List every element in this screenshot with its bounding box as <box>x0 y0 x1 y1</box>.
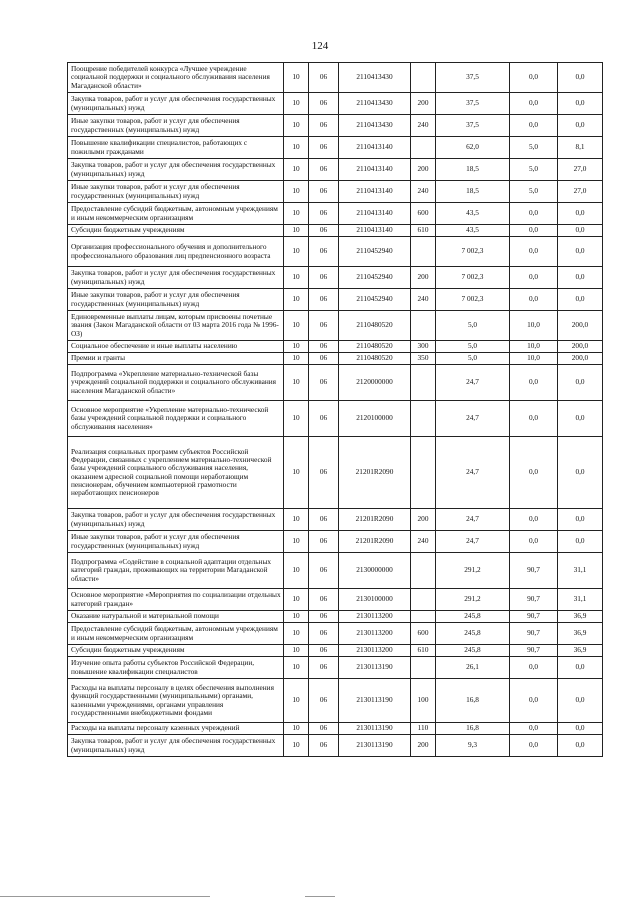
table-cell-sum-1: 9,3 <box>436 735 510 757</box>
table-cell-sum-2: 0,0 <box>510 657 558 679</box>
table-cell-expense-type <box>411 553 436 589</box>
table-cell-sum-3: 36,9 <box>558 611 603 623</box>
table-cell-section: 10 <box>284 735 309 757</box>
table-cell-sum-3: 0,0 <box>558 267 603 289</box>
table-cell-sum-2: 0,0 <box>510 531 558 553</box>
table-cell-sum-1: 245,8 <box>436 645 510 657</box>
table-cell-sum-2: 0,0 <box>510 679 558 723</box>
table-cell-sum-2: 0,0 <box>510 509 558 531</box>
table-cell-section: 10 <box>284 353 309 365</box>
table-cell-sum-2: 0,0 <box>510 723 558 735</box>
table-cell-target-article: 2110480520 <box>339 341 411 353</box>
table-cell-sum-3: 0,0 <box>558 225 603 237</box>
table-cell-subsection: 06 <box>309 645 339 657</box>
table-cell-sum-3: 31,1 <box>558 553 603 589</box>
table-cell-sum-1: 16,8 <box>436 723 510 735</box>
table-cell-sum-3: 0,0 <box>558 401 603 437</box>
table-row <box>68 289 603 311</box>
table-cell-subsection: 06 <box>309 353 339 365</box>
table-cell-target-article: 2120000000 <box>339 365 411 401</box>
table-cell-sum-2: 0,0 <box>510 63 558 93</box>
table-cell-subsection: 06 <box>309 159 339 181</box>
table-cell-target-article: 2110413430 <box>339 63 411 93</box>
table-cell-expense-type <box>411 589 436 611</box>
table-cell-expense-type: 240 <box>411 115 436 137</box>
footer-rule-left <box>0 896 210 897</box>
table-cell-sum-3: 0,0 <box>558 365 603 401</box>
table-cell-sum-3: 8,1 <box>558 137 603 159</box>
table-cell-expense-type <box>411 365 436 401</box>
table-row <box>68 589 603 611</box>
table-cell-section: 10 <box>284 611 309 623</box>
table-cell-expense-type <box>411 657 436 679</box>
table-cell-sum-2: 90,7 <box>510 611 558 623</box>
table-cell-name: Иные закупки товаров, работ и услуг для обеспечения государственных (муниципальных) нужд <box>68 115 284 137</box>
table-cell-target-article: 21201R2090 <box>339 437 411 509</box>
table-cell-sum-3: 0,0 <box>558 93 603 115</box>
table-cell-sum-3: 36,9 <box>558 645 603 657</box>
table-cell-subsection: 06 <box>309 509 339 531</box>
table-cell-sum-1: 291,2 <box>436 589 510 611</box>
table-cell-sum-1: 7 002,3 <box>436 237 510 267</box>
table-cell-expense-type: 200 <box>411 735 436 757</box>
table-cell-subsection: 06 <box>309 137 339 159</box>
table-cell-name: Основное мероприятие «Мероприятия по социализации отдельных категорий граждан» <box>68 589 284 611</box>
table-row <box>68 723 603 735</box>
table-row <box>68 365 603 401</box>
table-cell-sum-1: 24,7 <box>436 531 510 553</box>
table-cell-name: Закупка товаров, работ и услуг для обеспечения государственных (муниципальных) нужд <box>68 159 284 181</box>
table-cell-sum-2: 0,0 <box>510 267 558 289</box>
table-cell-target-article: 2110413140 <box>339 203 411 225</box>
table-cell-sum-2: 5,0 <box>510 181 558 203</box>
table-cell-sum-2: 90,7 <box>510 645 558 657</box>
table-cell-subsection: 06 <box>309 115 339 137</box>
table-cell-name: Подпрограмма «Укрепление материально-технической базы учреждений социальной поддержки и социального обслуживания населения Магаданской области» <box>68 365 284 401</box>
table-cell-expense-type: 610 <box>411 225 436 237</box>
table-cell-sum-2: 0,0 <box>510 225 558 237</box>
table-cell-section: 10 <box>284 723 309 735</box>
table-cell-target-article: 2110480520 <box>339 353 411 365</box>
table-cell-target-article: 2110413140 <box>339 225 411 237</box>
table-cell-sum-2: 10,0 <box>510 341 558 353</box>
table-row <box>68 437 603 509</box>
table-cell-sum-3: 0,0 <box>558 203 603 225</box>
table-cell-target-article: 2130100000 <box>339 589 411 611</box>
table-cell-target-article: 21201R2090 <box>339 531 411 553</box>
table-cell-sum-1: 5,0 <box>436 353 510 365</box>
table-cell-section: 10 <box>284 181 309 203</box>
table-cell-target-article: 2130113190 <box>339 723 411 735</box>
table-cell-subsection: 06 <box>309 723 339 735</box>
table-row <box>68 181 603 203</box>
table-cell-section: 10 <box>284 203 309 225</box>
table-cell-subsection: 06 <box>309 203 339 225</box>
table-cell-section: 10 <box>284 137 309 159</box>
table-cell-subsection: 06 <box>309 267 339 289</box>
table-cell-sum-1: 24,7 <box>436 437 510 509</box>
table-cell-sum-1: 26,1 <box>436 657 510 679</box>
table-cell-subsection: 06 <box>309 735 339 757</box>
table-cell-expense-type: 240 <box>411 531 436 553</box>
table-cell-sum-1: 7 002,3 <box>436 267 510 289</box>
table-cell-target-article: 2130113190 <box>339 735 411 757</box>
table-cell-subsection: 06 <box>309 225 339 237</box>
table-cell-sum-2: 5,0 <box>510 137 558 159</box>
table-cell-sum-2: 0,0 <box>510 115 558 137</box>
table-cell-subsection: 06 <box>309 437 339 509</box>
table-cell-expense-type: 110 <box>411 723 436 735</box>
table-cell-target-article: 2110480520 <box>339 311 411 341</box>
table-cell-sum-3: 0,0 <box>558 657 603 679</box>
table-cell-section: 10 <box>284 237 309 267</box>
table-cell-name: Подпрограмма «Содействие в социальной адаптации отдельных категорий граждан, проживающих на территории Магаданской области» <box>68 553 284 589</box>
table-cell-name: Иные закупки товаров, работ и услуг для обеспечения государственных (муниципальных) нужд <box>68 531 284 553</box>
table-cell-target-article: 2130113190 <box>339 679 411 723</box>
table-cell-sum-3: 0,0 <box>558 437 603 509</box>
table-cell-name: Предоставление субсидий бюджетным, автономным учреждениям и иным некоммерческим организациям <box>68 203 284 225</box>
table-cell-sum-2: 90,7 <box>510 589 558 611</box>
table-row <box>68 341 603 353</box>
table-cell-name: Основное мероприятие «Укрепление материально-технической базы учреждений социальной поддержки и социального обслуживания населения» <box>68 401 284 437</box>
table-cell-sum-2: 0,0 <box>510 237 558 267</box>
table-cell-sum-2: 0,0 <box>510 365 558 401</box>
table-cell-sum-3: 27,0 <box>558 181 603 203</box>
table-cell-section: 10 <box>284 267 309 289</box>
table-cell-expense-type: 300 <box>411 341 436 353</box>
table-cell-subsection: 06 <box>309 657 339 679</box>
table-cell-expense-type <box>411 237 436 267</box>
table-cell-sum-3: 0,0 <box>558 289 603 311</box>
table-cell-sum-1: 291,2 <box>436 553 510 589</box>
table-cell-sum-3: 200,0 <box>558 353 603 365</box>
table-cell-sum-3: 0,0 <box>558 723 603 735</box>
table-cell-name: Иные закупки товаров, работ и услуг для обеспечения государственных (муниципальных) нужд <box>68 181 284 203</box>
table-cell-target-article: 2130113200 <box>339 645 411 657</box>
table-row <box>68 115 603 137</box>
table-cell-target-article: 2120100000 <box>339 401 411 437</box>
table-row <box>68 353 603 365</box>
table-cell-section: 10 <box>284 365 309 401</box>
table-cell-sum-2: 0,0 <box>510 735 558 757</box>
table-cell-name: Премии и гранты <box>68 353 284 365</box>
table-cell-name: Субсидии бюджетным учреждениям <box>68 645 284 657</box>
table-cell-sum-2: 0,0 <box>510 203 558 225</box>
table-cell-expense-type <box>411 437 436 509</box>
table-cell-sum-1: 43,5 <box>436 225 510 237</box>
table-cell-name: Реализация социальных программ субъектов Российской Федерации, связанных с укреплением материально-технической базы учреждений социального обслуживания населения, оказанием адресной социальной помощи неработающим пенсионерам, обучением компьютерной грамотности неработающих пенсионеров <box>68 437 284 509</box>
table-row <box>68 267 603 289</box>
table-cell-section: 10 <box>284 63 309 93</box>
table-cell-name: Расходы на выплаты персоналу казенных учреждений <box>68 723 284 735</box>
table-cell-sum-1: 62,0 <box>436 137 510 159</box>
table-cell-section: 10 <box>284 679 309 723</box>
table-cell-section: 10 <box>284 115 309 137</box>
table-row <box>68 311 603 341</box>
table-cell-sum-1: 245,8 <box>436 611 510 623</box>
table-cell-target-article: 2130000000 <box>339 553 411 589</box>
table-cell-subsection: 06 <box>309 365 339 401</box>
table-cell-name: Субсидии бюджетным учреждениям <box>68 225 284 237</box>
table-cell-sum-2: 5,0 <box>510 159 558 181</box>
table-cell-section: 10 <box>284 159 309 181</box>
table-cell-sum-1: 24,7 <box>436 509 510 531</box>
table-cell-expense-type: 600 <box>411 203 436 225</box>
table-cell-name: Социальное обеспечение и иные выплаты населению <box>68 341 284 353</box>
table-cell-subsection: 06 <box>309 289 339 311</box>
table-cell-section: 10 <box>284 225 309 237</box>
table-cell-name: Повышение квалификации специалистов, работающих с пожилыми гражданами <box>68 137 284 159</box>
table-cell-sum-3: 0,0 <box>558 115 603 137</box>
budget-table <box>67 62 603 757</box>
table-cell-section: 10 <box>284 401 309 437</box>
table-row <box>68 509 603 531</box>
table-cell-name: Оказание натуральной и материальной помощи <box>68 611 284 623</box>
table-cell-sum-1: 37,5 <box>436 63 510 93</box>
table-cell-expense-type: 600 <box>411 623 436 645</box>
table-cell-target-article: 2110452940 <box>339 289 411 311</box>
table-cell-name: Предоставление субсидий бюджетным, автономным учреждениям и иным некоммерческим организациям <box>68 623 284 645</box>
table-cell-name: Закупка товаров, работ и услуг для обеспечения государственных (муниципальных) нужд <box>68 267 284 289</box>
table-cell-subsection: 06 <box>309 531 339 553</box>
table-cell-sum-2: 90,7 <box>510 553 558 589</box>
table-cell-subsection: 06 <box>309 553 339 589</box>
table-cell-expense-type: 240 <box>411 289 436 311</box>
table-cell-sum-1: 24,7 <box>436 365 510 401</box>
table-cell-sum-3: 200,0 <box>558 341 603 353</box>
table-cell-name: Закупка товаров, работ и услуг для обеспечения государственных (муниципальных) нужд <box>68 93 284 115</box>
table-cell-sum-1: 16,8 <box>436 679 510 723</box>
table-cell-sum-2: 10,0 <box>510 353 558 365</box>
table-cell-sum-1: 18,5 <box>436 181 510 203</box>
table-cell-section: 10 <box>284 437 309 509</box>
table-cell-sum-1: 245,8 <box>436 623 510 645</box>
table-cell-name: Организация профессионального обучения и дополнительного профессионального образования лиц предпенсионного возраста <box>68 237 284 267</box>
table-cell-sum-2: 10,0 <box>510 311 558 341</box>
table-cell-sum-3: 0,0 <box>558 531 603 553</box>
table-cell-expense-type <box>411 63 436 93</box>
table-row <box>68 611 603 623</box>
table-cell-name: Единовременные выплаты лицам, которым присвоены почетные звания (Закон Магаданской области от 03 марта 2016 года № 1996-ОЗ) <box>68 311 284 341</box>
table-cell-section: 10 <box>284 93 309 115</box>
table-cell-subsection: 06 <box>309 93 339 115</box>
table-cell-name: Поощрение победителей конкурса «Лучшее учреждение социальной поддержки и социального обслуживания населения Магаданской области» <box>68 63 284 93</box>
table-cell-subsection: 06 <box>309 181 339 203</box>
table-cell-subsection: 06 <box>309 311 339 341</box>
table-cell-section: 10 <box>284 657 309 679</box>
table-row <box>68 657 603 679</box>
table-cell-sum-1: 43,5 <box>436 203 510 225</box>
table-cell-sum-2: 90,7 <box>510 623 558 645</box>
table-cell-expense-type <box>411 401 436 437</box>
table-cell-target-article: 2110452940 <box>339 237 411 267</box>
table-cell-subsection: 06 <box>309 341 339 353</box>
table-cell-sum-1: 5,0 <box>436 311 510 341</box>
table-row <box>68 735 603 757</box>
table-cell-expense-type <box>411 137 436 159</box>
table-cell-expense-type: 200 <box>411 159 436 181</box>
table-row <box>68 93 603 115</box>
table-cell-target-article: 21201R2090 <box>339 509 411 531</box>
table-cell-subsection: 06 <box>309 237 339 267</box>
table-row <box>68 531 603 553</box>
budget-table-body <box>68 63 603 757</box>
table-cell-section: 10 <box>284 623 309 645</box>
table-cell-section: 10 <box>284 531 309 553</box>
table-cell-sum-1: 5,0 <box>436 341 510 353</box>
table-row <box>68 623 603 645</box>
table-cell-expense-type: 200 <box>411 267 436 289</box>
table-cell-section: 10 <box>284 509 309 531</box>
table-cell-sum-1: 37,5 <box>436 115 510 137</box>
table-cell-expense-type: 100 <box>411 679 436 723</box>
table-cell-sum-1: 24,7 <box>436 401 510 437</box>
table-row <box>68 203 603 225</box>
table-cell-name: Изучение опыта работы субъектов Российской Федерации, повышение квалификации специалистов <box>68 657 284 679</box>
table-cell-sum-1: 37,5 <box>436 93 510 115</box>
table-cell-target-article: 2110452940 <box>339 267 411 289</box>
table-cell-section: 10 <box>284 589 309 611</box>
table-cell-subsection: 06 <box>309 401 339 437</box>
table-cell-sum-2: 0,0 <box>510 289 558 311</box>
table-cell-expense-type: 200 <box>411 93 436 115</box>
table-cell-target-article: 2130113190 <box>339 657 411 679</box>
table-cell-sum-3: 200,0 <box>558 311 603 341</box>
table-cell-expense-type: 610 <box>411 645 436 657</box>
table-cell-sum-2: 0,0 <box>510 93 558 115</box>
table-cell-sum-2: 0,0 <box>510 401 558 437</box>
table-cell-sum-1: 7 002,3 <box>436 289 510 311</box>
table-cell-sum-3: 0,0 <box>558 679 603 723</box>
table-cell-target-article: 2110413430 <box>339 93 411 115</box>
table-cell-name: Расходы на выплаты персоналу в целях обеспечения выполнения функций государственными (муниципальными) органами, казенными учреждениями, органами управления государственными внебюджетными фондами <box>68 679 284 723</box>
table-cell-target-article: 2110413140 <box>339 159 411 181</box>
table-cell-subsection: 06 <box>309 611 339 623</box>
table-cell-target-article: 2110413430 <box>339 115 411 137</box>
table-cell-sum-3: 36,9 <box>558 623 603 645</box>
table-row <box>68 679 603 723</box>
table-cell-subsection: 06 <box>309 679 339 723</box>
footer-rule-right <box>305 896 335 897</box>
table-row <box>68 553 603 589</box>
table-cell-name: Иные закупки товаров, работ и услуг для обеспечения государственных (муниципальных) нужд <box>68 289 284 311</box>
table-row <box>68 645 603 657</box>
table-cell-section: 10 <box>284 289 309 311</box>
table-cell-subsection: 06 <box>309 623 339 645</box>
table-cell-target-article: 2130113200 <box>339 611 411 623</box>
table-row <box>68 237 603 267</box>
table-cell-section: 10 <box>284 645 309 657</box>
table-cell-expense-type: 240 <box>411 181 436 203</box>
table-row <box>68 159 603 181</box>
table-cell-sum-1: 18,5 <box>436 159 510 181</box>
page-number: 124 <box>311 40 329 52</box>
table-cell-target-article: 2110413140 <box>339 137 411 159</box>
table-row <box>68 137 603 159</box>
table-cell-sum-3: 0,0 <box>558 509 603 531</box>
table-cell-section: 10 <box>284 311 309 341</box>
table-cell-section: 10 <box>284 553 309 589</box>
table-row <box>68 63 603 93</box>
table-row <box>68 225 603 237</box>
table-cell-expense-type <box>411 311 436 341</box>
table-cell-name: Закупка товаров, работ и услуг для обеспечения государственных (муниципальных) нужд <box>68 509 284 531</box>
table-row <box>68 401 603 437</box>
table-cell-sum-3: 0,0 <box>558 63 603 93</box>
table-cell-sum-3: 0,0 <box>558 735 603 757</box>
table-cell-sum-2: 0,0 <box>510 437 558 509</box>
table-cell-expense-type <box>411 611 436 623</box>
table-cell-expense-type: 350 <box>411 353 436 365</box>
table-cell-sum-3: 27,0 <box>558 159 603 181</box>
table-cell-name: Закупка товаров, работ и услуг для обеспечения государственных (муниципальных) нужд <box>68 735 284 757</box>
table-cell-subsection: 06 <box>309 589 339 611</box>
table-cell-section: 10 <box>284 341 309 353</box>
table-cell-expense-type: 200 <box>411 509 436 531</box>
table-cell-target-article: 2110413140 <box>339 181 411 203</box>
table-cell-subsection: 06 <box>309 63 339 93</box>
table-cell-target-article: 2130113200 <box>339 623 411 645</box>
table-cell-sum-3: 0,0 <box>558 237 603 267</box>
table-cell-sum-3: 31,1 <box>558 589 603 611</box>
